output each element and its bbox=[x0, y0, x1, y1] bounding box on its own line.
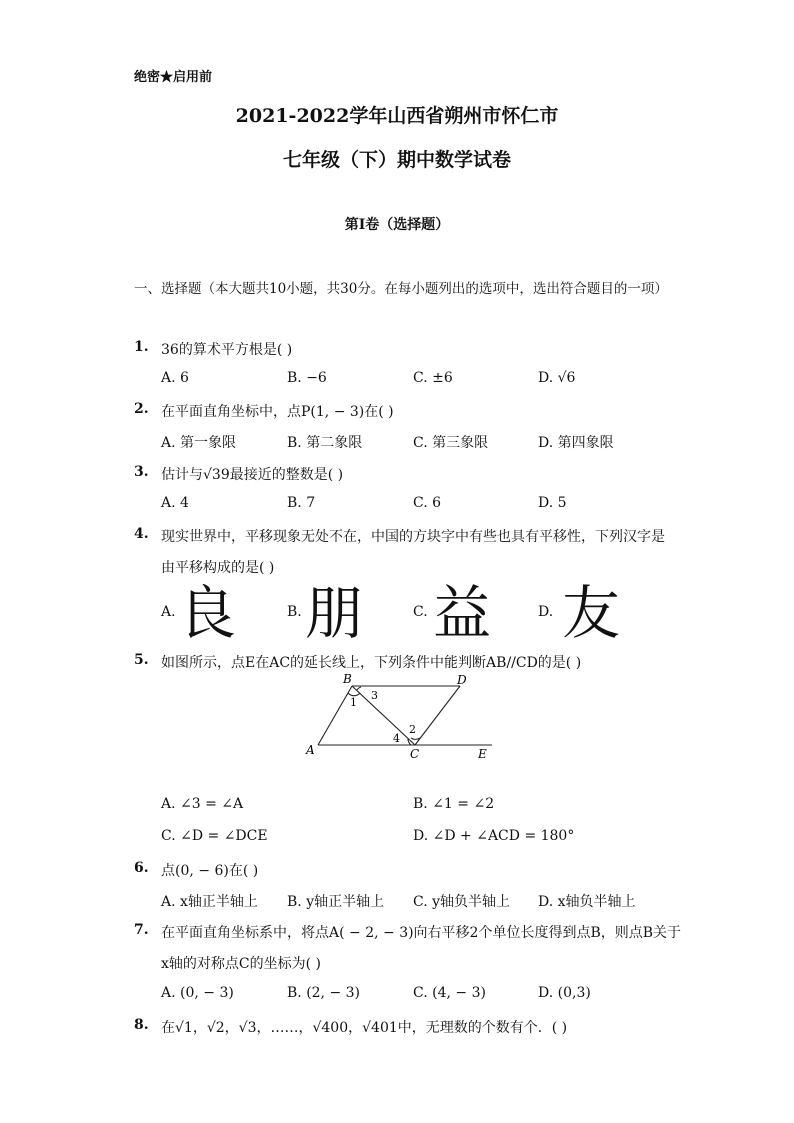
option-a: A. x轴正半轴上 bbox=[161, 894, 258, 910]
option-d: D. √6 bbox=[538, 370, 576, 386]
option-c: C. y轴负半轴上 bbox=[413, 894, 511, 910]
option-a: A. 6 bbox=[161, 370, 189, 386]
option-c-char: 益 bbox=[433, 579, 492, 647]
option-b: B. 第二象限 bbox=[287, 435, 363, 451]
segment-ab bbox=[318, 686, 352, 745]
question-number: 8. bbox=[134, 1017, 149, 1033]
question-text-line2: x轴的对称点C的坐标为( ) bbox=[161, 956, 321, 972]
option-c: C. (4, − 3) bbox=[413, 985, 486, 1001]
option-b: B. −6 bbox=[287, 370, 327, 386]
option-c: C. ∠D = ∠DCE bbox=[161, 828, 268, 844]
option-c: C. 6 bbox=[413, 495, 442, 511]
question-number: 6. bbox=[134, 860, 149, 876]
option-d-label: D. bbox=[538, 604, 554, 620]
question-text: 36的算术平方根是( ) bbox=[161, 342, 293, 358]
exam-title-line1: 2021-2022学年山西省朔州市怀仁市 bbox=[235, 105, 559, 127]
label-c: C bbox=[410, 747, 420, 761]
option-a: A. 第一象限 bbox=[161, 435, 237, 451]
option-c: C. ±6 bbox=[413, 370, 453, 386]
angle-arc-2 bbox=[411, 738, 420, 739]
option-b-char: 朋 bbox=[305, 579, 364, 647]
option-b: B. ∠1 = ∠2 bbox=[413, 796, 495, 812]
question-text-line1: 在平面直角坐标系中，将点A( − 2, − 3)向右平移2个单位长度得到点B，则点B关于 bbox=[161, 925, 682, 941]
option-b: B. (2, − 3) bbox=[287, 985, 361, 1001]
option-d: D. 第四象限 bbox=[538, 435, 614, 451]
angle-arc-3 bbox=[357, 687, 361, 690]
label-a: A bbox=[306, 743, 315, 757]
option-b: B. y轴正半轴上 bbox=[287, 894, 385, 910]
exam-title-line2: 七年级（下）期中数学试卷 bbox=[282, 149, 511, 171]
option-d: D. (0,3) bbox=[538, 985, 591, 1001]
option-a-char: 良 bbox=[178, 579, 237, 647]
question-number: 2. bbox=[134, 401, 149, 417]
option-c: C. 第三象限 bbox=[413, 435, 489, 451]
label-e: E bbox=[478, 747, 487, 761]
question-text: 点(0, − 6)在( ) bbox=[161, 863, 259, 879]
label-b: B bbox=[343, 672, 352, 686]
option-d: D. x轴负半轴上 bbox=[538, 894, 636, 910]
question-number: 1. bbox=[134, 339, 149, 355]
question-number: 7. bbox=[134, 922, 149, 938]
segment-cd bbox=[415, 686, 460, 745]
geometry-figure bbox=[296, 668, 496, 764]
question-text: 在√1，√2，√3，……，√400，√401中，无理数的个数有个．( ) bbox=[161, 1020, 568, 1036]
question-number: 5. bbox=[134, 652, 149, 668]
option-a: A. 4 bbox=[161, 495, 189, 511]
option-c-label: C. bbox=[413, 604, 428, 620]
segment-bc bbox=[352, 686, 415, 745]
section-instructions: 一、选择题（本大题共10小题，共30分。在每小题列出的选项中，选出符合题目的一项） bbox=[134, 281, 668, 297]
option-a: A. ∠3 = ∠A bbox=[161, 796, 244, 812]
question-text: 估计与√39最接近的整数是( ) bbox=[161, 467, 344, 483]
question-text-line1: 现实世界中，平移现象无处不在，中国的方块字中有些也具有平移性，下列汉字是 bbox=[161, 529, 665, 545]
option-d-char: 友 bbox=[562, 579, 621, 647]
question-number: 4. bbox=[134, 526, 149, 542]
volume-heading: 第I卷（选择题） bbox=[344, 217, 450, 233]
label-d: D bbox=[457, 673, 467, 687]
option-a: A. (0, − 3) bbox=[161, 985, 234, 1001]
angle-label-4: 4 bbox=[393, 732, 400, 745]
angle-label-3: 3 bbox=[371, 689, 378, 702]
option-a-label: A. bbox=[161, 604, 176, 620]
question-text: 在平面直角坐标中，点P(1, − 3)在( ) bbox=[161, 404, 394, 420]
option-d: D. 5 bbox=[538, 495, 567, 511]
option-b-label: B. bbox=[287, 604, 302, 620]
question-number: 3. bbox=[134, 464, 149, 480]
question-text: 如图所示，点E在AC的延长线上，下列条件中能判断AB//CD的是( ) bbox=[161, 655, 582, 671]
angle-label-1: 1 bbox=[350, 696, 357, 709]
option-d: D. ∠D + ∠ACD = 180° bbox=[413, 828, 575, 844]
secret-label: 绝密★启用前 bbox=[134, 70, 213, 85]
option-b: B. 7 bbox=[287, 495, 316, 511]
angle-label-2: 2 bbox=[409, 723, 416, 736]
question-text-line2: 由平移构成的是( ) bbox=[161, 560, 275, 576]
